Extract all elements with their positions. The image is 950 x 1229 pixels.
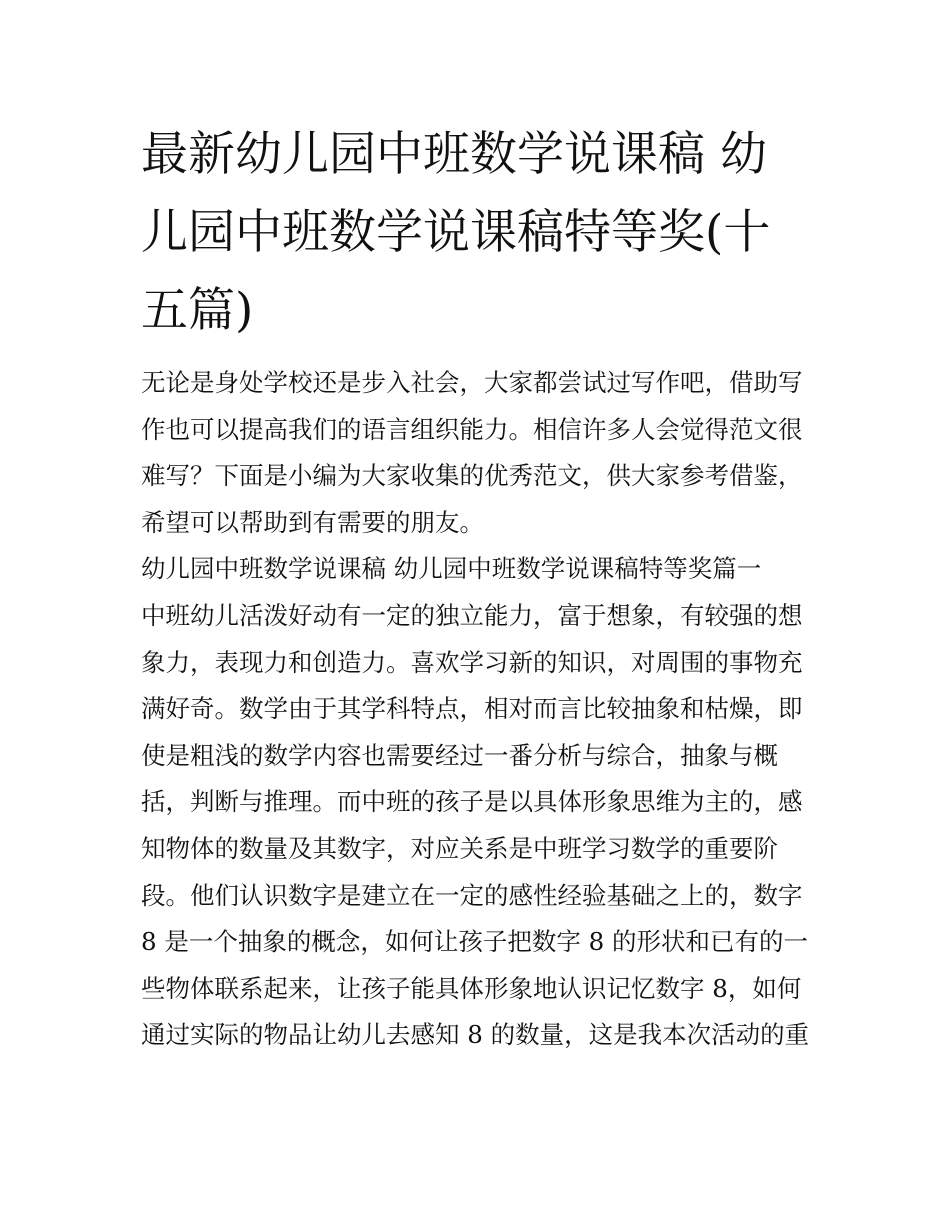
title-line: 儿园中班数学说课稿特等奖(十 xyxy=(141,205,771,260)
body-line: 作也可以提高我们的语言组织能力。相信许多人会觉得范文很 xyxy=(141,414,803,444)
body-line: 通过实际的物品让幼儿去感知 8 的数量，这是我本次活动的重 xyxy=(141,1020,810,1050)
body-line: 象力，表现力和创造力。喜欢学习新的知识，对周围的事物充 xyxy=(141,647,803,677)
body-line: 满好奇。数学由于其学科特点，相对而言比较抽象和枯燥，即 xyxy=(141,694,803,724)
body-line: 括，判断与推理。而中班的孩子是以具体形象思维为主的，感 xyxy=(141,787,803,817)
body-line: 段。他们认识数字是建立在一定的感性经验基础之上的，数字 xyxy=(141,880,803,910)
body-line: 知物体的数量及其数字，对应关系是中班学习数学的重要阶 xyxy=(141,833,778,863)
body-line: 希望可以帮助到有需要的朋友。 xyxy=(141,507,484,537)
title-line: 最新幼儿园中班数学说课稿 幼 xyxy=(141,127,767,182)
body-line: 难写？下面是小编为大家收集的优秀范文，供大家参考借鉴， xyxy=(141,461,803,491)
body-line: 中班幼儿活泼好动有一定的独立能力，富于想象，有较强的想 xyxy=(141,600,803,630)
body-line: 使是粗浅的数学内容也需要经过一番分析与综合，抽象与概 xyxy=(141,740,778,770)
document-body xyxy=(141,360,821,1059)
document-title xyxy=(141,116,816,350)
section-heading: 幼儿园中班数学说课稿 幼儿园中班数学说课稿特等奖篇一 xyxy=(141,554,762,584)
body-line: 8 是一个抽象的概念，如何让孩子把数字 8 的形状和已有的一 xyxy=(141,927,809,957)
title-line: 五篇) xyxy=(141,283,254,338)
body-line: 无论是身处学校还是步入社会，大家都尝试过写作吧，借助写 xyxy=(141,368,803,397)
body-line: 些物体联系起来，让孩子能具体形象地认识记忆数字 8，如何 xyxy=(141,973,802,1003)
